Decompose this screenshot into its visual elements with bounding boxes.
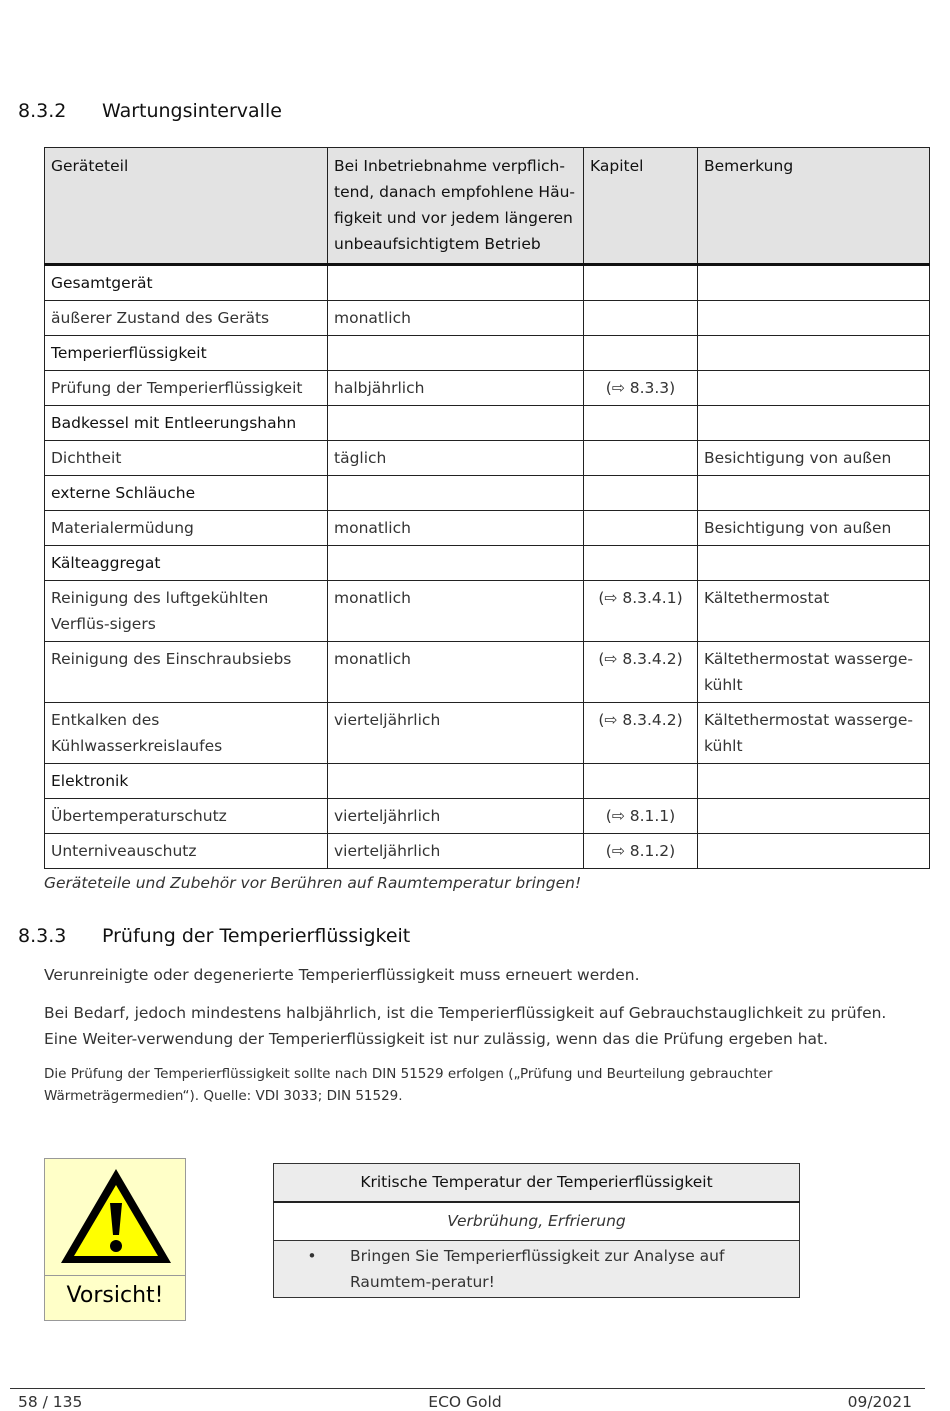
caution-label: Vorsicht! — [66, 1283, 164, 1308]
cell-chapter: (⇨ 8.3.4.2) — [584, 703, 698, 764]
critical-title: Kritische Temperatur der Temperierflüssigkeit — [274, 1164, 800, 1202]
table-group-row — [45, 546, 930, 581]
cell-remark — [698, 834, 930, 869]
cell-remark: Kältethermostat wasserge-kühlt — [698, 642, 930, 703]
cell-frequency — [328, 406, 584, 441]
cell-part: Prüfung der Temperierflüssigkeit — [45, 371, 328, 406]
table-group-row — [45, 764, 930, 799]
cell-part: Reinigung des Einschraubsiebs — [45, 642, 328, 703]
table-header-row — [45, 148, 930, 265]
critical-subtitle: Verbrühung, Erfrierung — [274, 1202, 800, 1241]
product-name: ECO Gold — [428, 1393, 502, 1411]
cell-chapter — [584, 265, 698, 301]
cell-part: Entkalken des Kühlwasserkreislaufes — [45, 703, 328, 764]
cell-part: Temperierflüssigkeit — [45, 336, 328, 371]
cell-frequency: vierteljährlich — [328, 834, 584, 869]
table-row — [45, 834, 930, 869]
cell-part: Übertemperaturschutz — [45, 799, 328, 834]
cell-frequency — [328, 476, 584, 511]
critical-instruction — [274, 1241, 800, 1298]
cell-remark — [698, 799, 930, 834]
critical-temperature-box — [273, 1163, 800, 1298]
header-chapter: Kapitel — [584, 148, 698, 265]
paragraph-renew: Verunreinigte oder degenerierte Temperierflüssigkeit muss erneuert werden. — [44, 966, 640, 984]
table-group-row — [45, 265, 930, 301]
cell-remark — [698, 546, 930, 581]
paragraph-check: Bei Bedarf, jedoch mindestens halbjährlich, ist die Temperierflüssigkeit auf Gebrauchstauglichkeit zu prüfen. Eine Weiter-verwendung der Temperierflüssigkeit ist nur zulässig, wenn das die Prüfung ergeben hat. — [44, 1004, 887, 1048]
cell-remark — [698, 764, 930, 799]
cell-part: Unterniveauschutz — [45, 834, 328, 869]
cell-chapter: (⇨ 8.1.1) — [584, 799, 698, 834]
table-row — [45, 441, 930, 476]
section-number: 8.3.2 — [18, 100, 67, 122]
cell-frequency: vierteljährlich — [328, 703, 584, 764]
cell-frequency: monatlich — [328, 642, 584, 703]
header-part: Geräteteil — [45, 148, 328, 265]
cell-frequency — [328, 336, 584, 371]
cell-chapter — [584, 764, 698, 799]
cell-remark — [698, 265, 930, 301]
cell-remark: Besichtigung von außen — [698, 511, 930, 546]
cell-chapter — [584, 511, 698, 546]
cell-part: Reinigung des luftgekühlten Verflüs-sigers — [45, 581, 328, 642]
cell-chapter: (⇨ 8.3.4.2) — [584, 642, 698, 703]
list-item — [274, 1243, 791, 1295]
table-group-row — [45, 476, 930, 511]
cell-part: Materialermüdung — [45, 511, 328, 546]
cell-chapter — [584, 301, 698, 336]
cell-chapter — [584, 441, 698, 476]
cell-frequency — [328, 764, 584, 799]
page-number: 58 / 135 — [18, 1393, 83, 1411]
maintenance-intervals-table — [44, 147, 930, 869]
cell-frequency: halbjährlich — [328, 371, 584, 406]
table-body — [45, 265, 930, 869]
cell-remark — [698, 301, 930, 336]
caution-triangle-icon — [57, 1165, 175, 1269]
cell-remark — [698, 476, 930, 511]
cell-part: Gesamtgerät — [45, 265, 328, 301]
caution-divider — [45, 1275, 185, 1276]
cell-frequency: vierteljährlich — [328, 799, 584, 834]
cell-remark — [698, 406, 930, 441]
cell-remark — [698, 336, 930, 371]
bullet-icon: • — [307, 1247, 317, 1265]
cell-remark: Kältethermostat wasserge-kühlt — [698, 703, 930, 764]
table-row — [45, 799, 930, 834]
cell-part: Dichtheit — [45, 441, 328, 476]
section-number: 8.3.3 — [18, 925, 67, 947]
cell-part: Elektronik — [45, 764, 328, 799]
cell-frequency: monatlich — [328, 581, 584, 642]
table-row — [45, 581, 930, 642]
table-row — [45, 301, 930, 336]
critical-bullet-text: Bringen Sie Temperierflüssigkeit zur Analyse auf Raumtem-peratur! — [350, 1247, 725, 1291]
cell-remark: Kältethermostat — [698, 581, 930, 642]
cell-remark — [698, 371, 930, 406]
document-date: 09/2021 — [847, 1393, 912, 1411]
paragraph-din-reference: Die Prüfung der Temperierflüssigkeit sollte nach DIN 51529 erfolgen („Prüfung und Beurteilung gebrauchter Wärmeträgermedien“). Quelle: VDI 3033; DIN 51529. — [44, 1066, 773, 1104]
cell-part: äußerer Zustand des Geräts — [45, 301, 328, 336]
header-remark: Bemerkung — [698, 148, 930, 265]
cell-part: Kälteaggregat — [45, 546, 328, 581]
cell-part: Badkessel mit Entleerungshahn — [45, 406, 328, 441]
cell-chapter — [584, 336, 698, 371]
cell-frequency: täglich — [328, 441, 584, 476]
cell-chapter — [584, 546, 698, 581]
section-heading-832 — [18, 100, 282, 122]
cell-frequency — [328, 546, 584, 581]
table-group-row — [45, 406, 930, 441]
cell-chapter: (⇨ 8.3.3) — [584, 371, 698, 406]
footer-divider — [10, 1388, 925, 1389]
cell-chapter: (⇨ 8.1.2) — [584, 834, 698, 869]
cell-part: externe Schläuche — [45, 476, 328, 511]
header-frequency: Bei Inbetriebnahme verpflich-tend, danach empfohlene Häu-figkeit und vor jedem längeren unbeaufsichtigtem Betrieb — [328, 148, 584, 265]
cell-remark: Besichtigung von außen — [698, 441, 930, 476]
table-note: Geräteteile und Zubehör vor Berühren auf Raumtemperatur bringen! — [44, 874, 582, 892]
section-heading-833 — [18, 925, 410, 947]
cell-chapter — [584, 476, 698, 511]
cell-chapter: (⇨ 8.3.4.1) — [584, 581, 698, 642]
caution-panel — [44, 1158, 186, 1321]
cell-frequency: monatlich — [328, 301, 584, 336]
cell-frequency: monatlich — [328, 511, 584, 546]
table-row — [45, 511, 930, 546]
cell-frequency — [328, 265, 584, 301]
cell-chapter — [584, 406, 698, 441]
table-row — [45, 642, 930, 703]
table-row — [45, 371, 930, 406]
table-row — [45, 703, 930, 764]
table-group-row — [45, 336, 930, 371]
section-title: Wartungsintervalle — [102, 100, 282, 122]
section-title: Prüfung der Temperierflüssigkeit — [102, 925, 411, 947]
